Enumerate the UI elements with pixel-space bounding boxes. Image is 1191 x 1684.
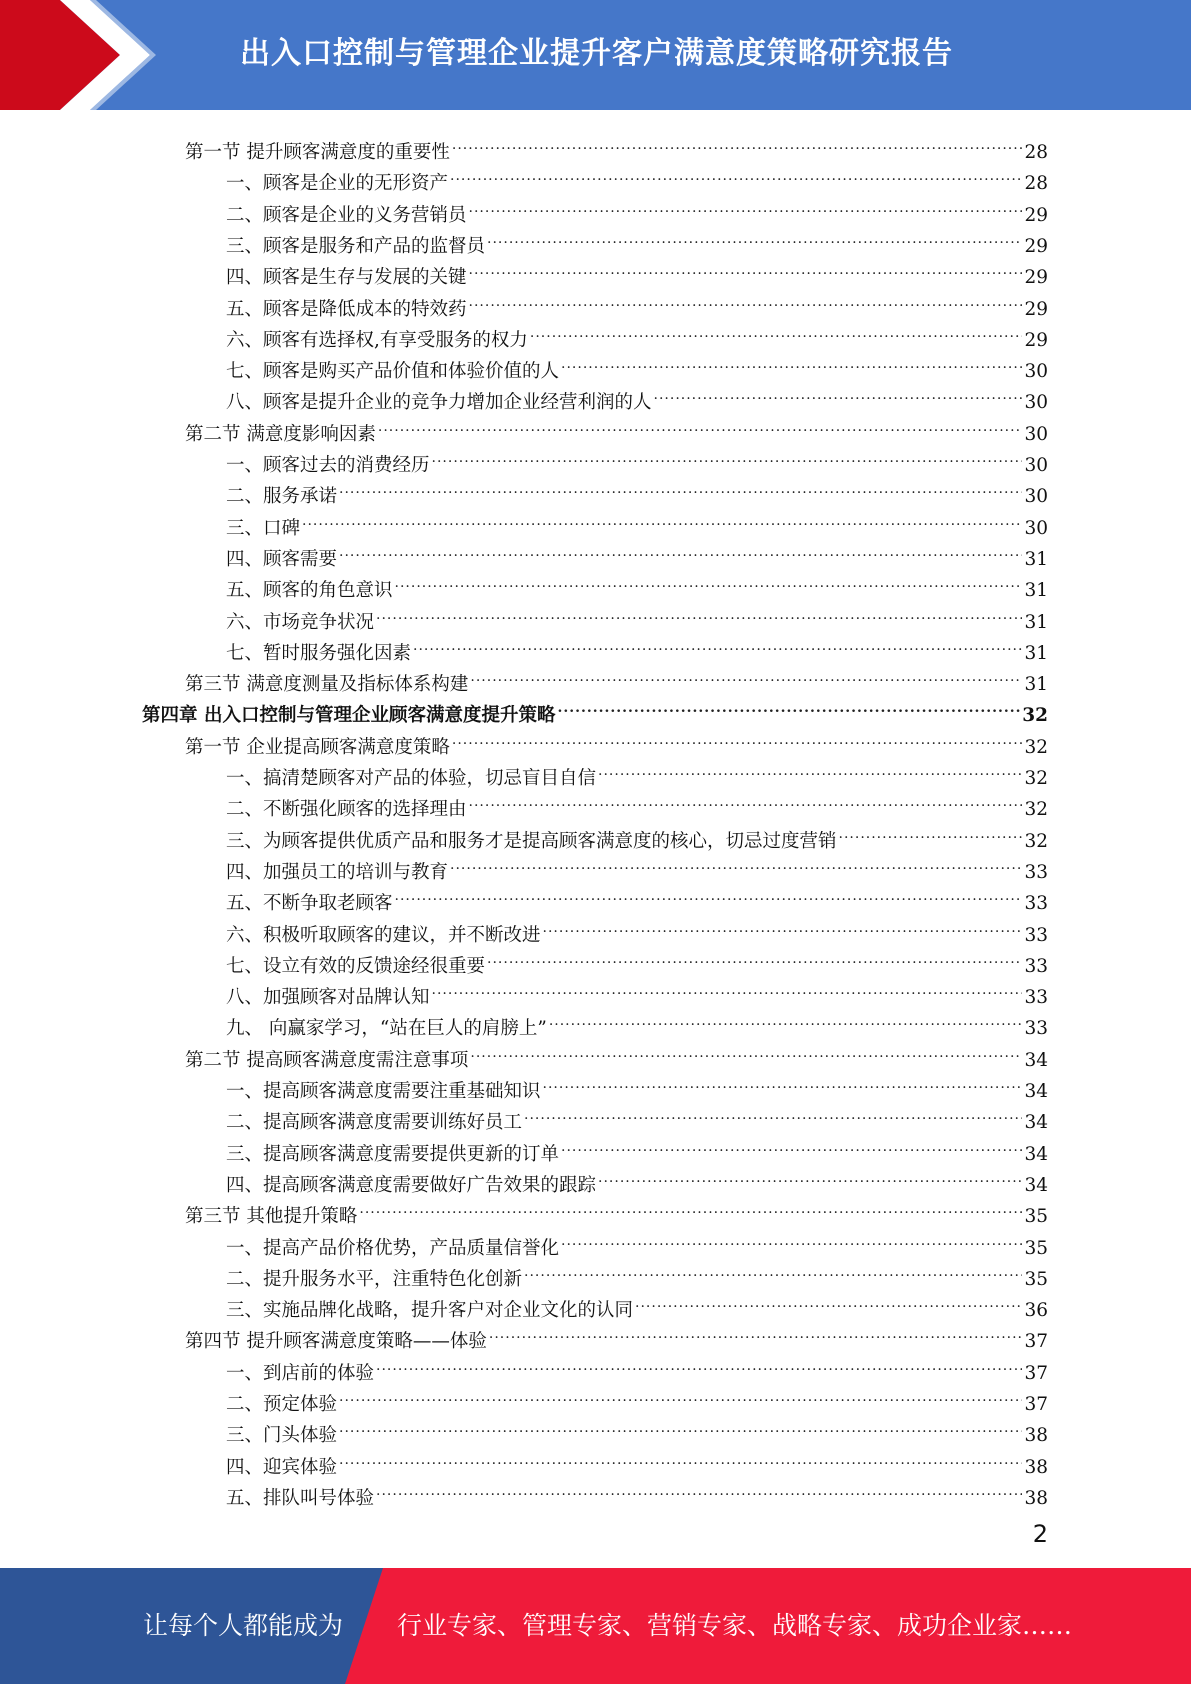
toc-dot-leader bbox=[654, 377, 1023, 408]
toc-dot-leader bbox=[524, 1097, 1022, 1128]
toc-entry-page: 30 bbox=[1024, 361, 1048, 383]
toc-entry-page: 32 bbox=[1022, 705, 1048, 727]
toc-entry[interactable] bbox=[226, 1223, 1048, 1259]
toc-dot-leader bbox=[557, 690, 1020, 721]
toc-entry-page: 30 bbox=[1024, 486, 1048, 508]
toc-entry-title: 五、顾客的角色意识 bbox=[226, 580, 393, 602]
toc-dot-leader bbox=[413, 628, 1022, 659]
toc-entry-page: 31 bbox=[1024, 642, 1048, 664]
toc-entry-title: 第四章 出入口控制与管理企业顾客满意度提升策略 bbox=[142, 705, 556, 727]
toc-entry[interactable] bbox=[226, 1254, 1048, 1290]
toc-entry[interactable] bbox=[226, 1066, 1048, 1102]
toc-entry[interactable] bbox=[226, 471, 1048, 508]
toc-entry[interactable] bbox=[185, 127, 1048, 163]
toc-dot-leader bbox=[470, 1035, 1022, 1066]
toc-entry-page: 29 bbox=[1024, 329, 1048, 351]
toc-dot-leader bbox=[561, 346, 1022, 377]
toc-entry[interactable] bbox=[226, 1003, 1048, 1040]
toc-dot-leader bbox=[469, 252, 1023, 283]
toc-entry-page: 37 bbox=[1024, 1331, 1048, 1353]
toc-entry-title: 五、排队叫号体验 bbox=[226, 1487, 375, 1509]
toc-entry-page: 37 bbox=[1024, 1394, 1048, 1415]
toc-entry-title: 四、迎宾体验 bbox=[226, 1456, 338, 1478]
toc-entry-title: 三、口碑 bbox=[226, 517, 301, 539]
toc-entry[interactable] bbox=[142, 690, 1048, 727]
toc-entry-title: 第二节 满意度影响因素 bbox=[185, 423, 376, 445]
toc-dot-leader bbox=[450, 847, 1022, 878]
toc-entry-title: 第三节 满意度测量及指标体系构建 bbox=[185, 674, 469, 696]
toc-entry[interactable] bbox=[226, 1473, 1048, 1509]
toc-entry-page: 30 bbox=[1024, 517, 1048, 539]
toc-entry-page: 29 bbox=[1024, 267, 1048, 289]
footer-slogan-right: 行业专家、管理专家、营销专家、战略专家、成功企业家…… bbox=[397, 1611, 1073, 1640]
toc-dot-leader bbox=[469, 284, 1023, 315]
toc-entry[interactable] bbox=[185, 1191, 1048, 1228]
toc-dot-leader bbox=[598, 1160, 1022, 1191]
toc-entry-title: 一、顾客是企业的无形资产 bbox=[226, 173, 449, 195]
toc-entry-title: 一、提高顾客满意度需要注重基础知识 bbox=[226, 1081, 541, 1102]
toc-entry-page: 31 bbox=[1024, 580, 1048, 602]
toc-entry-page: 31 bbox=[1024, 611, 1048, 633]
toc-dot-leader bbox=[470, 659, 1022, 690]
toc-entry-title: 五、不断争取老顾客 bbox=[226, 893, 393, 915]
toc-entry[interactable] bbox=[226, 910, 1048, 946]
toc-entry[interactable] bbox=[226, 628, 1048, 664]
toc-entry-title: 三、实施品牌化战略，提升客户对企业文化的认同 bbox=[226, 1300, 634, 1322]
toc-entry-title: 七、设立有效的反馈途经很重要 bbox=[226, 955, 486, 977]
toc-entry-title: 五、顾客是降低成本的特效药 bbox=[226, 298, 467, 320]
toc-entry-page: 29 bbox=[1024, 298, 1048, 320]
toc-dot-leader bbox=[487, 941, 1022, 972]
toc-entry-title: 八、顾客是提升企业的竞争力增加企业经营利润的人 bbox=[226, 392, 652, 414]
page-header bbox=[0, 0, 1191, 110]
toc-entry[interactable] bbox=[226, 1348, 1048, 1384]
toc-entry-page: 37 bbox=[1024, 1362, 1048, 1384]
toc-entry-page: 30 bbox=[1024, 423, 1048, 445]
toc-entry-page: 32 bbox=[1024, 768, 1048, 789]
toc-entry-title: 四、顾客是生存与发展的关键 bbox=[226, 267, 467, 289]
toc-entry-page: 35 bbox=[1024, 1268, 1048, 1290]
toc-dot-leader bbox=[339, 471, 1022, 502]
toc-entry-page: 35 bbox=[1024, 1237, 1048, 1259]
toc-entry[interactable] bbox=[226, 252, 1048, 289]
toc-entry-title: 一、到店前的体验 bbox=[226, 1362, 375, 1384]
toc-entry[interactable] bbox=[226, 1285, 1048, 1322]
toc-dot-leader bbox=[395, 878, 1023, 909]
toc-entry[interactable] bbox=[226, 753, 1048, 789]
toc-entry-page: 36 bbox=[1024, 1300, 1048, 1322]
toc-dot-leader bbox=[339, 1379, 1022, 1410]
toc-entry[interactable] bbox=[226, 315, 1048, 351]
toc-entry[interactable] bbox=[226, 1160, 1048, 1196]
toc-entry-page: 29 bbox=[1024, 235, 1048, 257]
toc-dot-leader bbox=[432, 972, 1023, 1003]
toc-dot-leader bbox=[452, 127, 1023, 158]
toc-dot-leader bbox=[839, 816, 1023, 847]
toc-entry[interactable] bbox=[226, 941, 1048, 977]
toc-entry[interactable] bbox=[185, 659, 1048, 696]
report-title: 出入口控制与管理企业提升客户满意度策略研究报告 bbox=[240, 36, 953, 71]
toc-entry[interactable] bbox=[226, 784, 1048, 821]
toc-entry-page: 38 bbox=[1024, 1456, 1048, 1478]
toc-dot-leader bbox=[561, 1223, 1022, 1254]
toc-dot-leader bbox=[395, 565, 1023, 596]
toc-entry[interactable] bbox=[226, 972, 1048, 1009]
toc-entry[interactable] bbox=[226, 1442, 1048, 1478]
toc-dot-leader bbox=[543, 1066, 1023, 1097]
toc-entry-page: 34 bbox=[1024, 1143, 1048, 1165]
toc-dot-leader bbox=[378, 409, 1023, 440]
toc-dot-leader bbox=[561, 1129, 1022, 1160]
toc-dot-leader bbox=[376, 597, 1022, 628]
toc-entry[interactable] bbox=[226, 534, 1048, 570]
toc-entry-title: 七、顾客是购买产品价值和体验价值的人 bbox=[226, 361, 560, 383]
toc-dot-leader bbox=[339, 1442, 1022, 1473]
toc-entry-title: 二、服务承诺 bbox=[226, 486, 338, 508]
toc-entry-title: 第一节 提升顾客满意度的重要性 bbox=[185, 142, 450, 163]
toc-entry[interactable] bbox=[226, 440, 1048, 476]
toc-dot-leader bbox=[469, 190, 1023, 221]
toc-entry[interactable] bbox=[185, 722, 1048, 758]
toc-entry[interactable] bbox=[226, 597, 1048, 633]
toc-entry-page: 31 bbox=[1024, 674, 1048, 696]
toc-entry-title: 三、顾客是服务和产品的监督员 bbox=[226, 235, 486, 257]
toc-entry-title: 第三节 其他提升策略 bbox=[185, 1206, 358, 1228]
toc-entry-title: 第四节 提升顾客满意度策略——体验 bbox=[185, 1331, 487, 1353]
toc-entry-title: 七、暂时服务强化因素 bbox=[226, 642, 412, 664]
toc-dot-leader bbox=[376, 1473, 1022, 1504]
toc-dot-leader bbox=[452, 722, 1023, 753]
toc-entry-title: 四、提高顾客满意度需要做好广告效果的跟踪 bbox=[226, 1174, 597, 1196]
toc-entry-page: 38 bbox=[1024, 1425, 1048, 1447]
toc-entry[interactable] bbox=[226, 816, 1048, 852]
toc-entry-title: 四、顾客需要 bbox=[226, 548, 338, 570]
toc-entry-title: 一、搞清楚顾客对产品的体验，切忌盲目自信 bbox=[226, 768, 597, 789]
toc-entry-page: 33 bbox=[1024, 924, 1048, 946]
toc-entry-page: 34 bbox=[1024, 1112, 1048, 1134]
toc-entry-title: 四、加强员工的培训与教育 bbox=[226, 861, 449, 883]
toc-entry[interactable] bbox=[226, 221, 1048, 257]
toc-entry-title: 二、顾客是企业的义务营销员 bbox=[226, 204, 467, 226]
toc-entry-page: 30 bbox=[1024, 455, 1048, 476]
toc-dot-leader bbox=[339, 534, 1022, 565]
toc-dot-leader bbox=[450, 158, 1022, 189]
toc-dot-leader bbox=[339, 1410, 1022, 1441]
toc-entry-page: 33 bbox=[1024, 861, 1048, 883]
toc-entry-title: 九、 向赢家学习，“站在巨人的肩膀上” bbox=[226, 1018, 547, 1040]
toc-entry[interactable] bbox=[226, 1129, 1048, 1165]
toc-entry[interactable] bbox=[226, 878, 1048, 915]
toc-entry-title: 三、门头体验 bbox=[226, 1425, 338, 1447]
toc-entry[interactable] bbox=[226, 503, 1048, 539]
toc-entry-title: 八、加强顾客对品牌认知 bbox=[226, 987, 430, 1009]
toc-entry-page: 33 bbox=[1024, 987, 1048, 1009]
toc-entry-title: 第二节 提高顾客满意度需注意事项 bbox=[185, 1049, 469, 1071]
toc-entry[interactable] bbox=[226, 346, 1048, 383]
toc-entry-page: 28 bbox=[1024, 142, 1048, 163]
toc-dot-leader bbox=[543, 910, 1023, 941]
toc-entry-page: 32 bbox=[1024, 736, 1048, 758]
footer-slogan-left: 让每个人都能成为 bbox=[143, 1611, 344, 1640]
toc-entry-page: 31 bbox=[1024, 548, 1048, 570]
toc-entry[interactable] bbox=[226, 847, 1048, 883]
toc-entry-title: 二、提升服务水平，注重特色化创新 bbox=[226, 1268, 523, 1290]
toc-entry[interactable] bbox=[226, 1410, 1048, 1447]
toc-entry-page: 33 bbox=[1024, 893, 1048, 915]
toc-entry-title: 二、预定体验 bbox=[226, 1394, 338, 1415]
toc-entry-title: 三、提高顾客满意度需要提供更新的订单 bbox=[226, 1143, 560, 1165]
toc-entry[interactable] bbox=[226, 190, 1048, 226]
toc-entry[interactable] bbox=[226, 284, 1048, 320]
page-footer bbox=[0, 1568, 1191, 1684]
toc-dot-leader bbox=[598, 753, 1022, 784]
toc-entry[interactable] bbox=[226, 158, 1048, 195]
page-number: 2 bbox=[1032, 1520, 1048, 1548]
toc-entry-page: 34 bbox=[1024, 1049, 1048, 1071]
toc-entry[interactable] bbox=[185, 1035, 1048, 1071]
toc-entry-title: 六、市场竞争状况 bbox=[226, 611, 375, 633]
toc-entry[interactable] bbox=[226, 377, 1048, 414]
toc-entry-page: 28 bbox=[1024, 173, 1048, 195]
toc-entry-page: 32 bbox=[1024, 830, 1048, 852]
toc-entry-page: 34 bbox=[1024, 1081, 1048, 1102]
toc-entry[interactable] bbox=[226, 1379, 1048, 1415]
toc-entry-title: 第一节 企业提高顾客满意度策略 bbox=[185, 736, 450, 758]
toc-dot-leader bbox=[376, 1348, 1022, 1379]
toc-entry[interactable] bbox=[185, 409, 1048, 445]
toc-entry-title: 二、不断强化顾客的选择理由 bbox=[226, 799, 467, 821]
toc-entry-page: 35 bbox=[1024, 1206, 1048, 1228]
toc-dot-leader bbox=[302, 503, 1022, 534]
toc-entry-page: 32 bbox=[1024, 799, 1048, 821]
toc-dot-leader bbox=[524, 1254, 1022, 1285]
toc-entry-title: 一、提高产品价格优势，产品质量信誉化 bbox=[226, 1237, 560, 1259]
toc-dot-leader bbox=[469, 784, 1023, 815]
toc-entry-title: 六、积极听取顾客的建议，并不断改进 bbox=[226, 924, 541, 946]
toc-dot-leader bbox=[530, 315, 1023, 346]
toc-dot-leader bbox=[635, 1285, 1022, 1316]
toc-entry-page: 33 bbox=[1024, 1018, 1048, 1040]
toc-entry-title: 三、为顾客提供优质产品和服务才是提高顾客满意度的核心，切忌过度营销 bbox=[226, 830, 837, 852]
toc-entry-page: 29 bbox=[1024, 204, 1048, 226]
toc-dot-leader bbox=[432, 440, 1023, 471]
toc-entry[interactable] bbox=[226, 1097, 1048, 1134]
toc-entry-page: 33 bbox=[1024, 955, 1048, 977]
toc-entry-title: 一、顾客过去的消费经历 bbox=[226, 455, 430, 476]
toc-entry-page: 38 bbox=[1024, 1487, 1048, 1509]
toc-entry-page: 34 bbox=[1024, 1174, 1048, 1196]
toc-dot-leader bbox=[549, 1003, 1023, 1034]
toc-entry-title: 六、顾客有选择权,有享受服务的权力 bbox=[226, 329, 528, 351]
toc-dot-leader bbox=[489, 1316, 1023, 1347]
toc-entry-page: 30 bbox=[1024, 392, 1048, 414]
toc-entry[interactable] bbox=[185, 1316, 1048, 1353]
toc-dot-leader bbox=[359, 1191, 1022, 1222]
toc-dot-leader bbox=[487, 221, 1022, 252]
toc-entry[interactable] bbox=[226, 565, 1048, 602]
toc-entry-title: 二、提高顾客满意度需要训练好员工 bbox=[226, 1112, 523, 1134]
